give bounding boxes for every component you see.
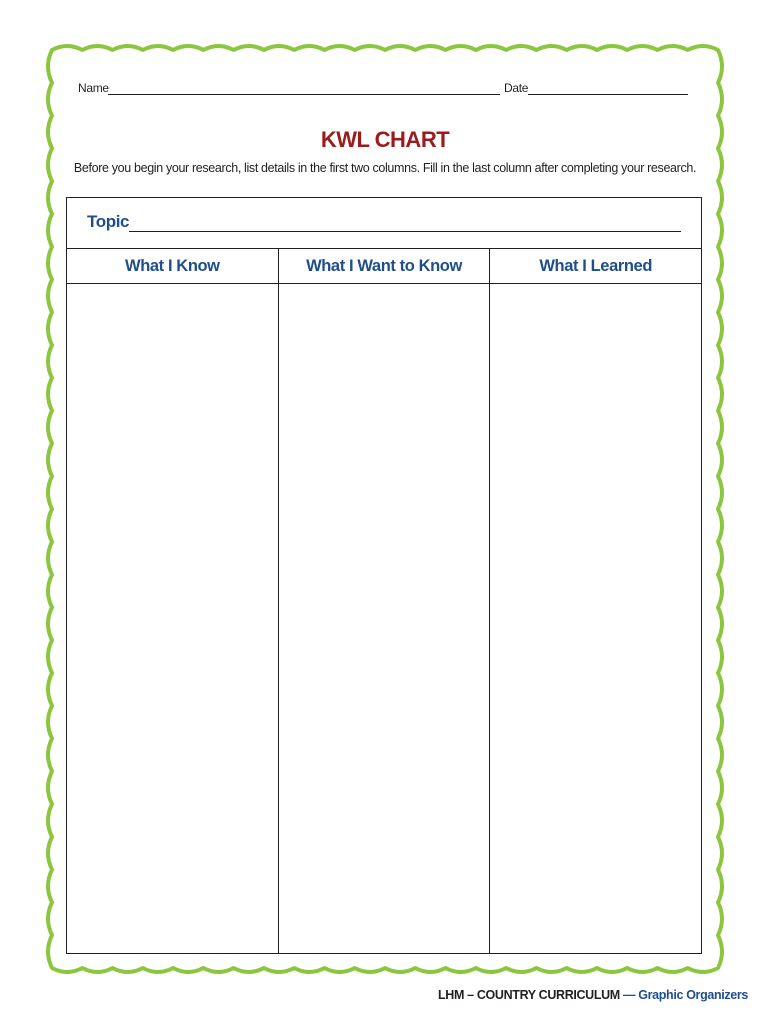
column-header-want-to-know: What I Want to Know: [278, 249, 490, 283]
instructions-text: Before you begin your research, list details in the first two columns. Fill in the last column after completing your research.: [73, 161, 697, 175]
column-body-learned[interactable]: [489, 284, 701, 953]
date-line[interactable]: [528, 94, 688, 95]
date-label: Date: [504, 81, 529, 95]
name-label: Name: [78, 81, 109, 95]
column-header-learned: What I Learned: [489, 249, 701, 283]
kwl-chart-table: [66, 197, 702, 954]
column-header-know: What I Know: [125, 256, 220, 275]
footer-series: Graphic Organizers: [638, 988, 748, 1002]
column-body-want-to-know[interactable]: [278, 284, 490, 953]
topic-label: Topic: [87, 212, 130, 231]
topic-line[interactable]: [129, 231, 681, 232]
page-title: KWL CHART: [320, 127, 450, 152]
footer-separator: —: [623, 988, 636, 1002]
column-body-know[interactable]: [67, 284, 278, 953]
column-body-row: [67, 284, 701, 953]
footer-publisher: LHM – COUNTRY CURRICULUM: [438, 988, 620, 1002]
name-line[interactable]: [108, 94, 500, 95]
footer: [438, 988, 748, 1002]
column-header-row: [67, 249, 701, 284]
name-date-row: [78, 80, 688, 98]
topic-row: [67, 198, 701, 249]
